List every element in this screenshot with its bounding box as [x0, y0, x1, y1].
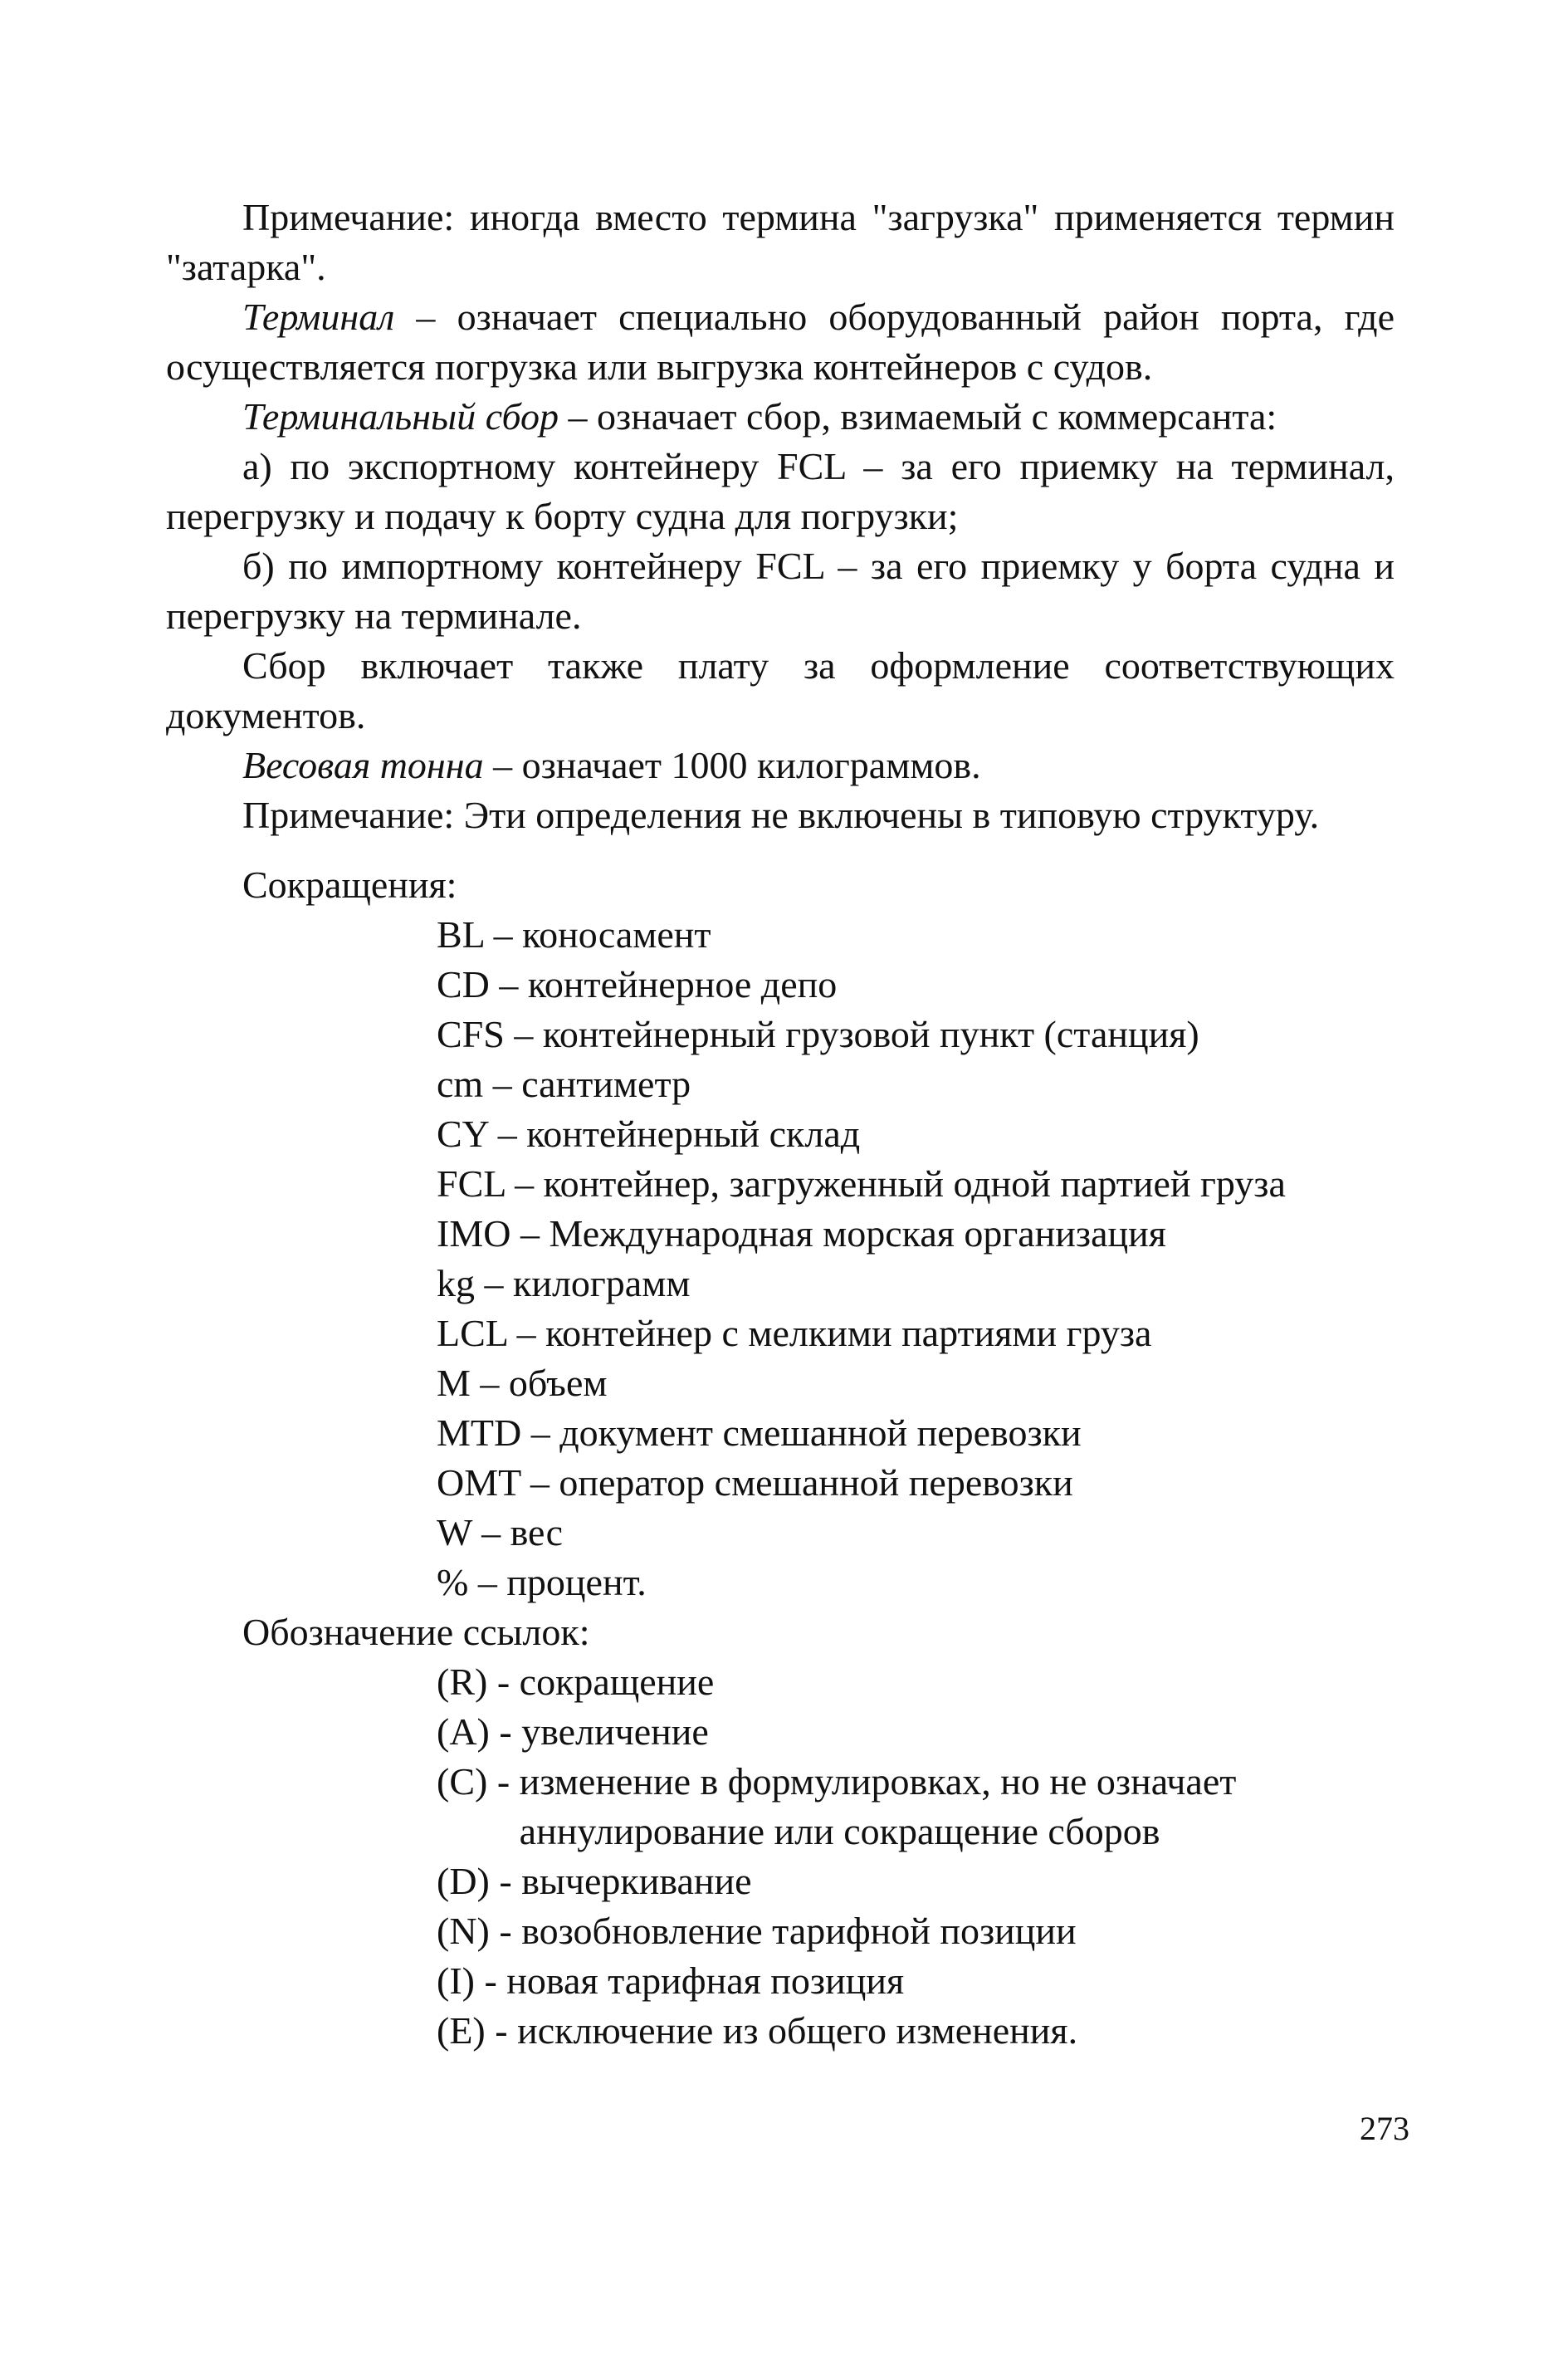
page-body [166, 193, 1395, 2056]
reference-item [437, 1657, 1395, 1707]
reference-dash: - [474, 1959, 507, 2002]
abbreviation-item: CY – контейнерный склад [437, 1113, 861, 1155]
import-container-item: б) по импортному контейнеру FCL – за его приемку у борта судна и перегрузку на терминале. [166, 545, 1395, 637]
abbreviation-item: cm – сантиметр [437, 1063, 691, 1105]
reference-code: (E) [437, 2009, 486, 2052]
abbreviation-item: % – процент. [437, 1561, 647, 1603]
reference-item [437, 2006, 1395, 2056]
fee-includes-paragraph: Сбор включает также плату за оформление соответствующих документов. [166, 644, 1395, 736]
abbreviation-item: LCL – контейнер с мелкими партиями груза [437, 1312, 1152, 1354]
reference-text: увеличение [521, 1710, 709, 1753]
reference-item [437, 1906, 1395, 1956]
terminal-fee-definition-text: – означает сбор, взимаемый с коммерсанта: [559, 395, 1277, 438]
reference-item [437, 1707, 1395, 1757]
reference-code: (I) [437, 1959, 475, 2002]
reference-text: изменение в формулировках, но не означает аннулирование или сокращение сборов [519, 1760, 1237, 1852]
reference-text: новая тарифная позиция [506, 1959, 905, 2002]
abbreviation-item: CFS – контейнерный грузовой пункт (станция) [437, 1013, 1199, 1055]
reference-item [437, 1856, 1395, 1906]
note-loading-paragraph: Примечание: иногда вместо термина "загрузка" применяется термин "затарка". [166, 196, 1395, 288]
abbreviation-item: IMO – Международная морская организация [437, 1212, 1166, 1255]
reference-dash: - [489, 1910, 522, 1952]
abbreviation-item: kg – килограмм [437, 1262, 691, 1304]
page-number: 273 [1360, 2110, 1409, 2147]
terminal-definition [166, 292, 1395, 392]
abbreviation-item: OMT – оператор смешанной перевозки [437, 1461, 1073, 1504]
reference-dash: - [485, 2009, 518, 2052]
reference-text: сокращение [519, 1661, 715, 1703]
weight-ton-term: Весовая тонна [242, 744, 484, 786]
references-heading: Обозначение ссылок: [242, 1611, 590, 1653]
abbreviation-item: CD – контейнерное депо [437, 963, 838, 1005]
abbreviation-item: W – вес [437, 1511, 564, 1553]
reference-text: исключение из общего изменения. [517, 2009, 1078, 2052]
reference-dash: - [489, 1860, 522, 1902]
abbreviation-item: FCL – контейнер, загруженный одной партией груза [437, 1162, 1286, 1205]
abbreviation-item: BL – коносамент [437, 913, 711, 956]
reference-code: (N) [437, 1910, 490, 1952]
abbreviations-list [437, 910, 1395, 1607]
reference-item [437, 1956, 1395, 2006]
references-list [437, 1657, 1395, 2056]
terminal-fee-term: Терминальный сбор [242, 395, 559, 438]
weight-ton-definition [166, 741, 1395, 790]
terminal-term: Терминал [242, 296, 395, 338]
reference-code: (D) [437, 1860, 490, 1902]
abbreviations-heading: Сокращения: [242, 863, 457, 906]
abbreviation-item: M – объем [437, 1362, 608, 1404]
reference-text: вычеркивание [521, 1860, 752, 1902]
terminal-fee-definition [166, 392, 1395, 442]
reference-code: (C) [437, 1760, 488, 1803]
reference-code: (A) [437, 1710, 490, 1753]
abbreviation-item: MTD – документ смешанной перевозки [437, 1411, 1082, 1454]
terminal-definition-text: – означает специально оборудованный район порта, где осуществляется погрузка или выгрузка контейнеров с судов. [166, 296, 1395, 388]
reference-code: (R) [437, 1661, 488, 1703]
reference-text: возобновление тарифной позиции [521, 1910, 1077, 1952]
reference-dash: - [487, 1661, 520, 1703]
weight-ton-definition-text: – означает 1000 килограммов. [483, 744, 981, 786]
export-container-item: а) по экспортному контейнеру FCL – за его приемку на терминал, перегрузку и подачу к борту судна для погрузки; [166, 445, 1395, 537]
note-definitions-paragraph: Примечание: Эти определения не включены в типовую структуру. [242, 794, 1320, 836]
reference-item [437, 1757, 1395, 1856]
reference-dash: - [489, 1710, 522, 1753]
reference-dash: - [487, 1760, 520, 1803]
